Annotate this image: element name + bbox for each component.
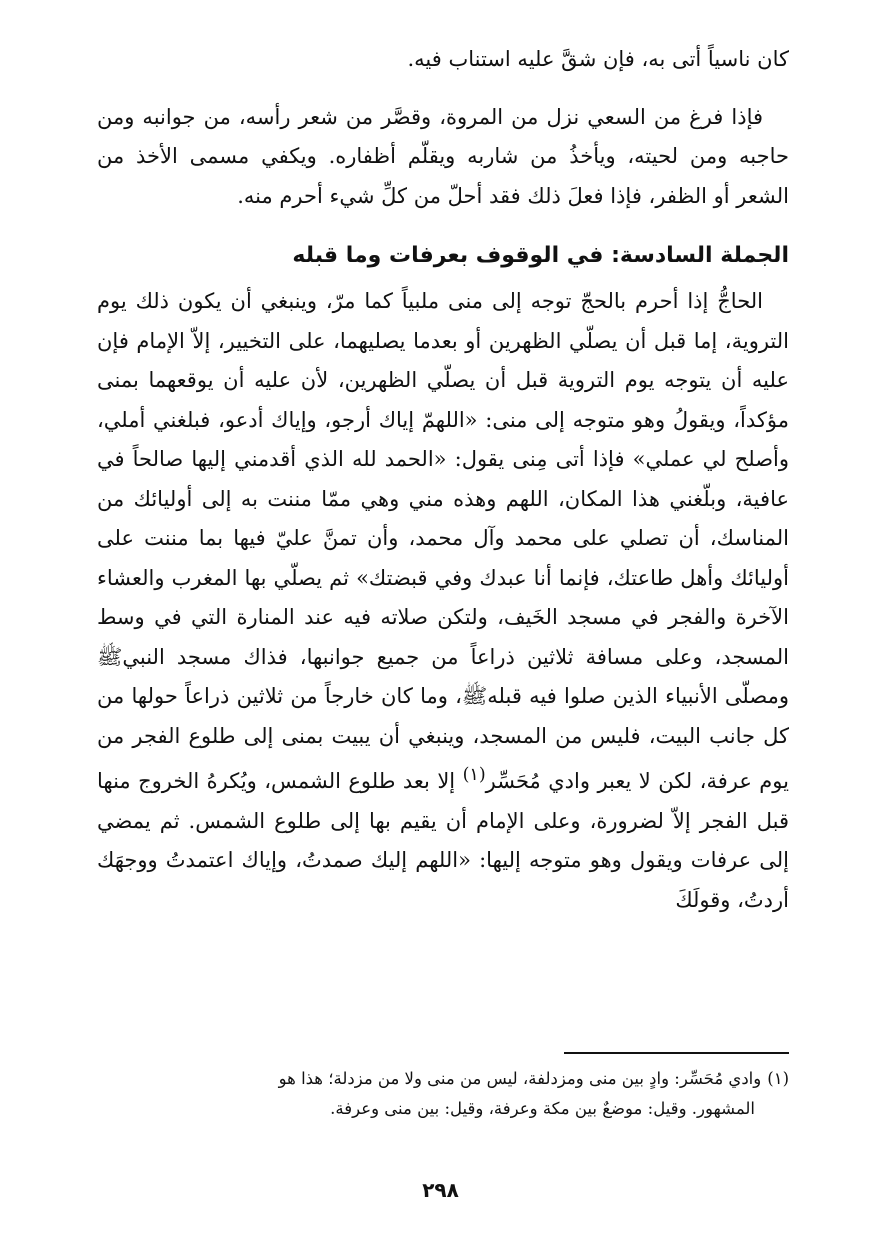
footnote-line-1 bbox=[97, 1064, 789, 1094]
footnote-separator bbox=[564, 1052, 789, 1054]
page-number: ٢٩٨ bbox=[422, 1178, 459, 1202]
footnote-area bbox=[97, 1052, 789, 1124]
footnote-text-1: وادي مُحَسِّر: وادٍ بين منى ومزدلفة، ليس من منى ولا من مزدلة؛ هذا هو bbox=[278, 1069, 762, 1088]
paragraph-standing-at-arafat bbox=[97, 282, 789, 920]
paragraph-continuation: كان ناسياً أتى به، فإن شقَّ عليه استناب فيه. bbox=[407, 47, 789, 71]
footnote-marker: (١) bbox=[767, 1069, 789, 1088]
paragraph-shortening-hair: فإذا فرغ من السعي نزل من المروة، وقصَّر من شعر رأسه، من جوانبه ومن حاجبه ومن لحيته، ويأخذُ من شاربه ويقلّم أظفاره. ويكفي مسمى الأخذ من الشعر أو الظفر، فإذا فعلَ ذلك فقد أحلّ من كلِّ شيء أحرم منه. bbox=[97, 104, 789, 208]
footnote-reference: (١) bbox=[462, 765, 486, 785]
main-text bbox=[97, 40, 789, 920]
section-heading: الجملة السادسة: في الوقوف بعرفات وما قبله bbox=[292, 243, 789, 268]
paragraph-body: الحاجُّ إذا أحرم بالحجّ توجه إلى منى ملبياً كما مرّ، وينبغي أن يكون ذلك يوم التروية، إما قبل أن يصلّي الظهرين أو بعدما يصليهما، على التخيير، إلاّ الإمام فإن عليه أن يتوجه يوم التروية قبل أن يصلّي الظهرين، لأن عليه أن يوقعهما بمنى مؤكداً، ويقولُ وهو متوجه إلى منى: «اللهمّ إياك أرجو، وإياك أدعو، فبلغني أملي، وأصلح لي عملي» فإذا أتى مِنى يقول: «الحمد لله الذي أقدمني إليها صالحاً في عافية، وبلّغني هذا المكان، اللهم وهذه مني وهي ممّا مننت به إلى أوليائك من المناسك، أن تصلي على محمد وآل محمد، وأن تمنَّ عليّ فيها بما مننت على أوليائك وأهل طاعتك، فإنما أنا عبدك وفي قبضتك» ثم يصلّي بها المغرب والعشاء الآخرة والفجر في مسجد الخَيف، ولتكن صلاته فيه عند المنارة التي في وسط المسجد، وعلى مسافة ثلاثين ذراعاً من جميع جوانبها، فذاك مسجد النبيﷺ ومصلّى الأنبياء الذين صلوا فيه قبلهﷺ، وما كان خارجاً من ثلاثين ذراعاً حولها من كل جانب البيت، فليس من المسجد، وينبغي أن يبيت بمنى إلى طلوع الفجر من يوم عرفة، لكن لا يعبر وادي مُحَسِّر bbox=[97, 289, 790, 793]
paragraph-body-tail: إلا بعد طلوع الشمس، ويُكرهُ الخروج منها قبل الفجر إلاّ لضرورة، وعلى الإمام أن يقيم بها إلى طلوع الشمس. ثم يمضي إلى عرفات ويقول وهو متوجه إليها: «اللهم إليك صمدتُ، وإياك اعتمدتُ ووجهَك أردتُ، وقولَكَ bbox=[97, 769, 789, 912]
footnote-line-2: المشهور. وقيل: موضعٌ بين مكة وعرفة، وقيل: بين منى وعرفة. bbox=[330, 1099, 755, 1118]
